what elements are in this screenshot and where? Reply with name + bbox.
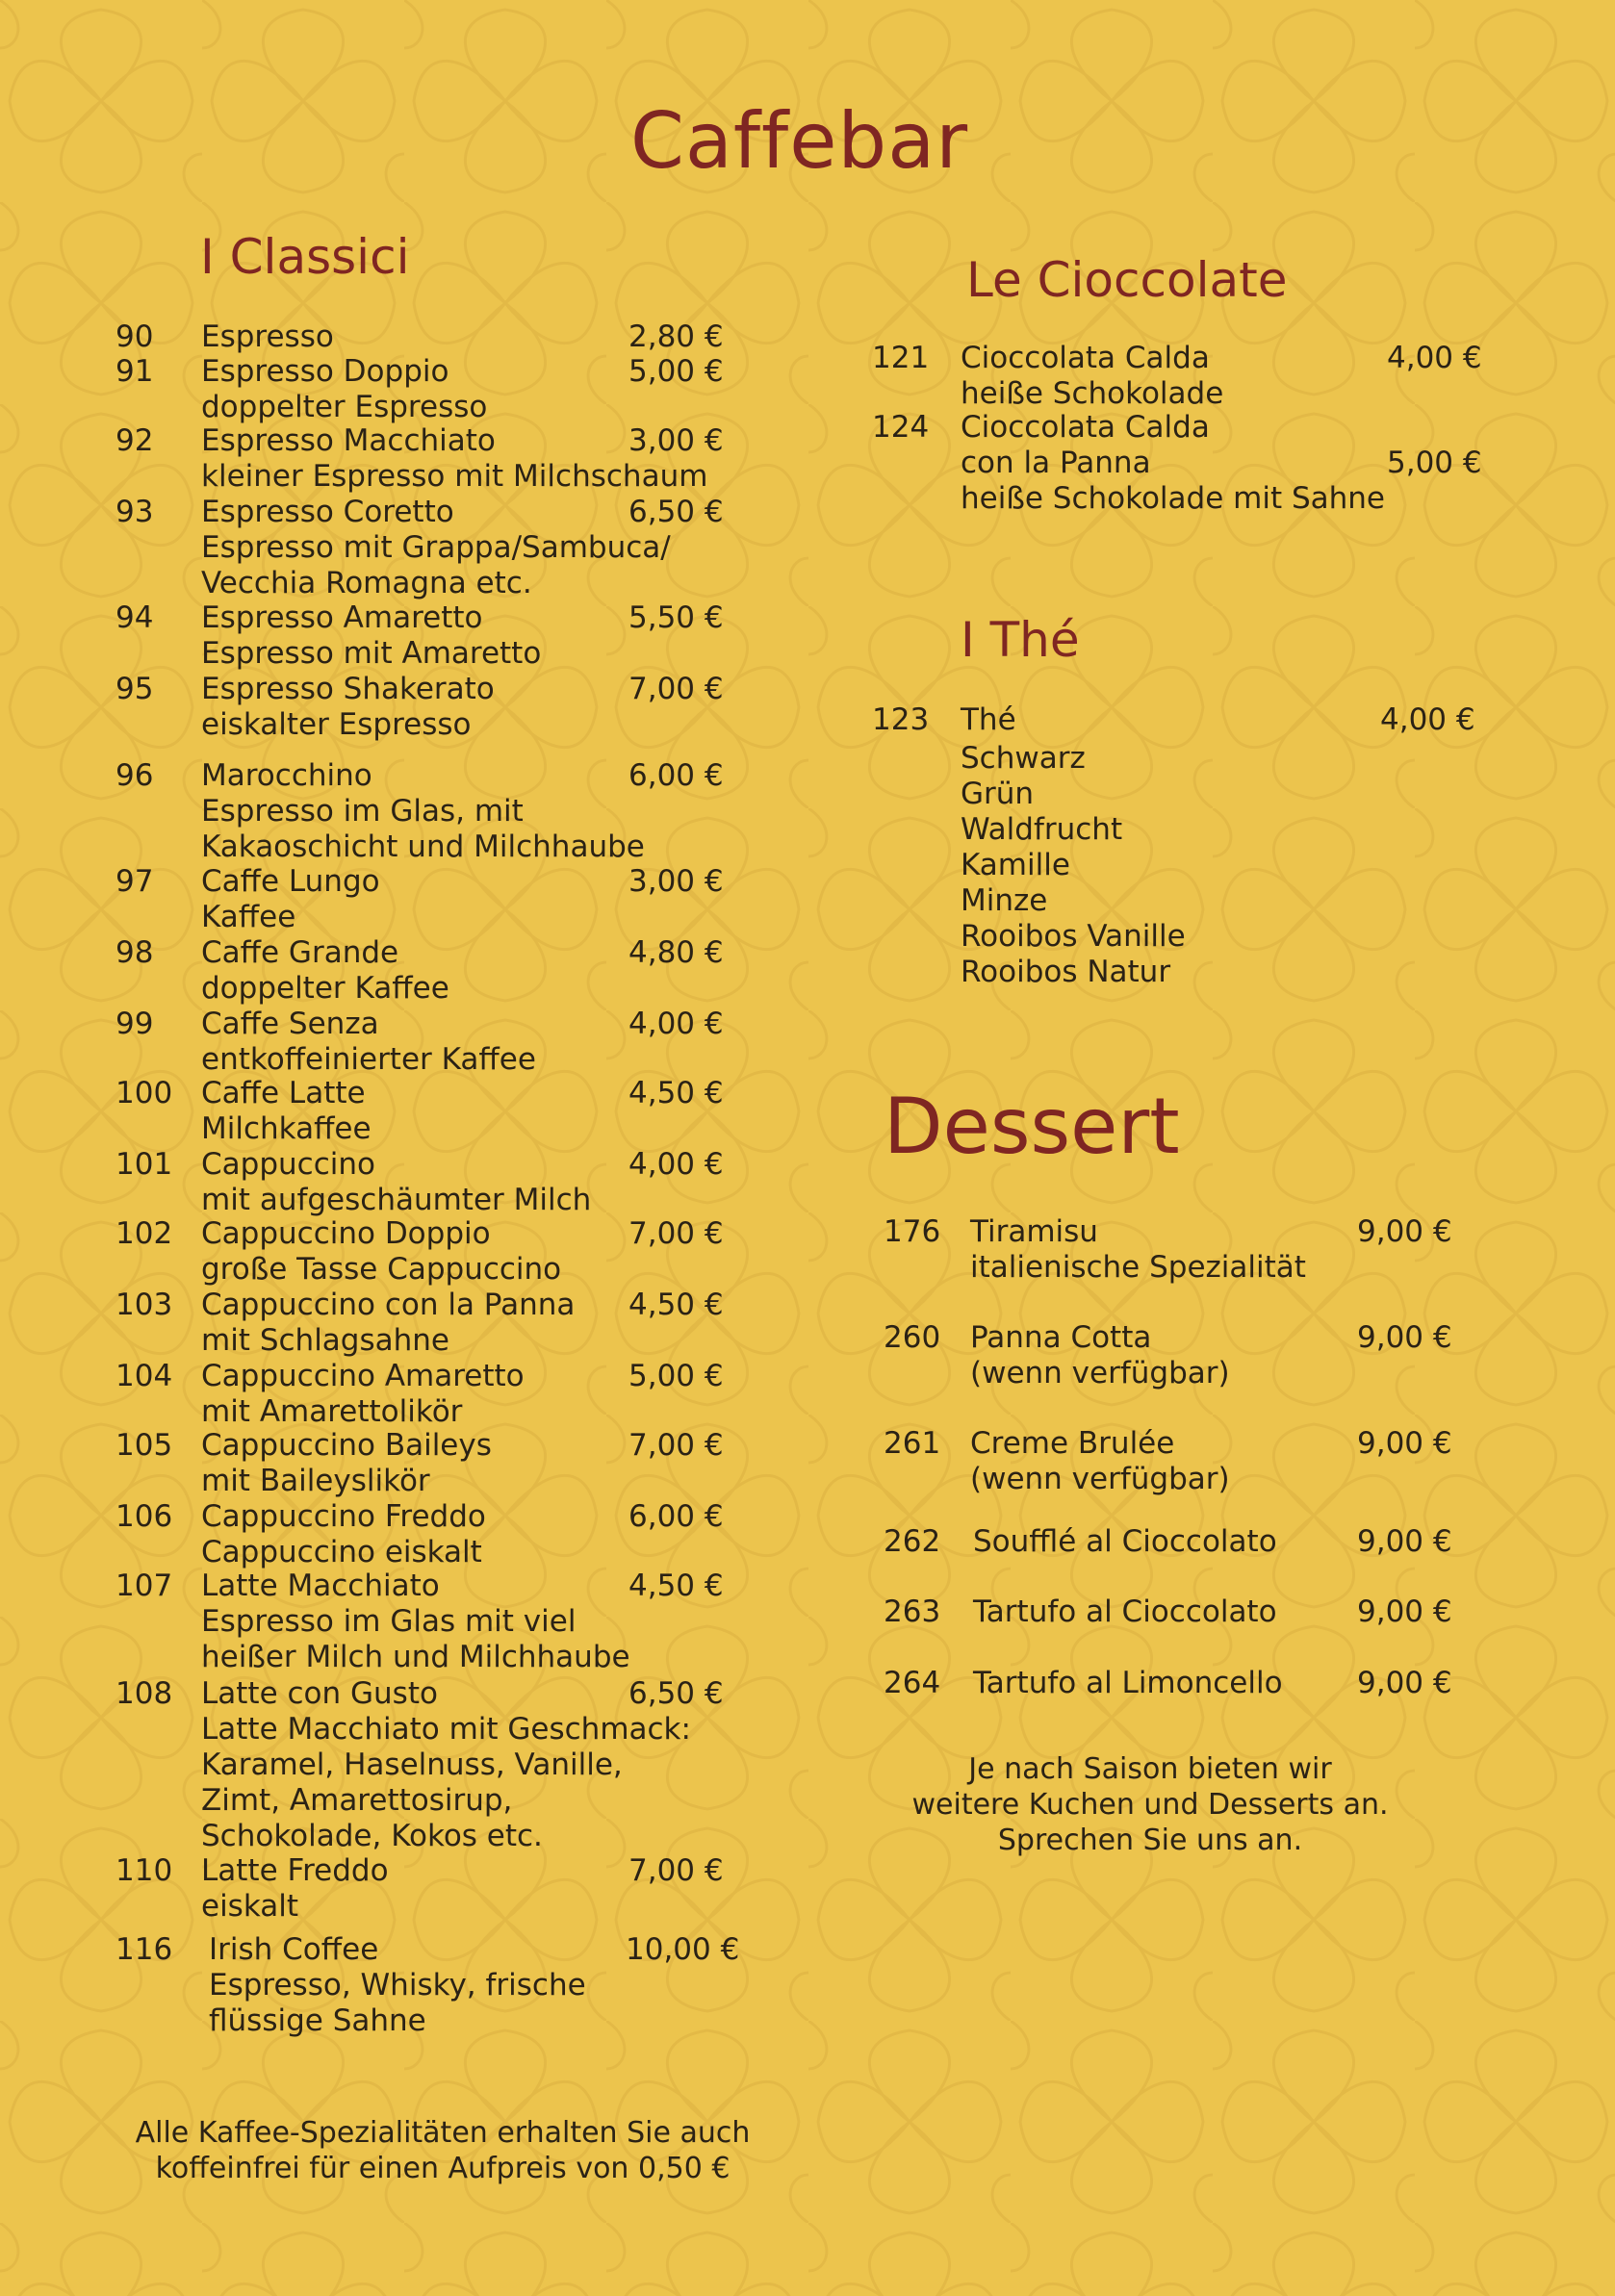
classici-item (115, 319, 731, 355)
item-name: Cioccolata Calda (961, 341, 1210, 375)
item-description: Vecchia Romagna etc. (201, 566, 532, 600)
item-price: 4,00 € (628, 1007, 724, 1041)
note-line: Sprechen Sie uns an. (997, 1824, 1303, 1857)
item-name: Cioccolata Calda (961, 410, 1210, 445)
page-title: Caffebar (630, 96, 969, 186)
item-price: 7,00 € (628, 1428, 724, 1463)
item-description: Schokolade, Kokos etc. (201, 1819, 543, 1853)
classici-item (115, 864, 731, 900)
item-number: 90 (115, 319, 154, 354)
item-price: 9,00 € (1357, 1320, 1452, 1355)
item-number: 176 (884, 1214, 941, 1249)
item-description: flüssige Sahne (209, 2003, 426, 2038)
item-price: 5,00 € (1387, 446, 1482, 480)
item-name: Marocchino (201, 758, 372, 793)
item-description: mit Amarettolikör (201, 1394, 463, 1429)
item-number: 100 (115, 1076, 173, 1110)
item-number: 106 (115, 1499, 173, 1534)
item-name: Cappuccino Baileys (201, 1428, 492, 1463)
tea-variety: Minze (961, 883, 1048, 918)
item-description: doppelter Kaffee (201, 971, 449, 1006)
item-description: Espresso im Glas, mit (201, 794, 524, 829)
item-number: 96 (115, 758, 154, 793)
item-description: heiße Schokolade mit Sahne (961, 481, 1386, 516)
item-price: 2,80 € (628, 319, 724, 354)
item-number: 93 (115, 495, 154, 529)
item-name: Cappuccino Doppio (201, 1216, 491, 1251)
classici-item (115, 935, 731, 971)
tea-variety: Rooibos Vanille (961, 919, 1186, 954)
classici-item (115, 1676, 731, 1712)
item-name: Espresso Doppio (201, 354, 449, 389)
classici-item (115, 600, 731, 636)
item-name: Tiramisu (970, 1214, 1098, 1249)
classici-item (115, 758, 731, 794)
item-price: 9,00 € (1357, 1594, 1452, 1629)
item-price: 3,00 € (628, 423, 724, 458)
item-description: mit aufgeschäumter Milch (201, 1183, 592, 1217)
item-name: Espresso Coretto (201, 495, 454, 529)
classici-item (115, 1359, 731, 1394)
item-number: 116 (115, 1932, 173, 1967)
footnote-line: koffeinfrei für einen Aufpreis von 0,50 € (155, 2152, 731, 2185)
item-number: 107 (115, 1569, 173, 1603)
classici-footnote (115, 2115, 770, 2186)
tea-variety: Waldfrucht (961, 812, 1123, 847)
item-name: Espresso (201, 319, 334, 354)
item-description: heiße Schokolade (961, 376, 1224, 411)
item-name: Tartufo al Cioccolato (973, 1594, 1277, 1629)
item-number: 95 (115, 672, 154, 706)
tea-variety: Rooibos Natur (961, 955, 1171, 989)
item-name: Cappuccino Amaretto (201, 1359, 525, 1393)
item-price: 4,50 € (628, 1076, 724, 1110)
classici-item (115, 1147, 731, 1183)
item-price: 7,00 € (628, 672, 724, 706)
item-price: 4,00 € (1387, 341, 1482, 375)
item-price: 4,00 € (628, 1147, 724, 1182)
classici-item (115, 1288, 731, 1323)
item-name: Caffe Latte (201, 1076, 366, 1110)
item-price: 9,00 € (1357, 1524, 1452, 1559)
item-number: 92 (115, 423, 154, 458)
item-name: Latte con Gusto (201, 1676, 438, 1711)
item-number: 99 (115, 1007, 154, 1041)
item-number: 101 (115, 1147, 173, 1182)
item-description: (wenn verfügbar) (970, 1462, 1230, 1496)
item-number: 264 (884, 1666, 941, 1700)
item-description: doppelter Espresso (201, 390, 488, 424)
item-name: Latte Freddo (201, 1853, 389, 1888)
dessert-heading: Dessert (884, 1082, 1180, 1171)
item-name: Espresso Shakerato (201, 672, 495, 706)
item-description: große Tasse Cappuccino (201, 1252, 562, 1287)
item-name: Espresso Amaretto (201, 600, 483, 635)
item-description: Espresso im Glas mit viel (201, 1604, 577, 1639)
classici-item (115, 354, 731, 390)
item-description: Espresso mit Grappa/Sambuca/ (201, 530, 671, 565)
classici-item (115, 423, 731, 459)
note-line: weitere Kuchen und Desserts an. (911, 1788, 1389, 1822)
item-number: 102 (115, 1216, 173, 1251)
note-line: Je nach Saison bieten wir (968, 1752, 1332, 1786)
item-name: Soufflé al Cioccolato (973, 1524, 1277, 1559)
classici-item (115, 1569, 731, 1604)
item-price: 6,50 € (628, 495, 724, 529)
item-price: 3,00 € (628, 864, 724, 899)
item-number: 121 (872, 341, 930, 375)
item-name: Caffe Senza (201, 1007, 379, 1041)
tea-variety: Schwarz (961, 741, 1086, 776)
tea-variety: Grün (961, 777, 1035, 811)
classici-item (115, 1007, 731, 1042)
item-description: (wenn verfügbar) (970, 1356, 1230, 1390)
item-number: 110 (115, 1853, 173, 1888)
item-price: 9,00 € (1357, 1426, 1452, 1461)
item-price: 9,00 € (1357, 1666, 1452, 1700)
item-description: eiskalt (201, 1889, 299, 1924)
item-description: Latte Macchiato mit Geschmack: (201, 1712, 691, 1747)
item-description: italienische Spezialität (970, 1250, 1306, 1285)
item-description: mit Baileyslikör (201, 1464, 430, 1498)
item-number: 97 (115, 864, 154, 899)
dessert-note (847, 1751, 1453, 1858)
item-number: 94 (115, 600, 154, 635)
item-description: eiskalter Espresso (201, 707, 472, 742)
item-name: Caffe Lungo (201, 864, 380, 899)
item-description: kleiner Espresso mit Milchschaum (201, 459, 708, 494)
item-number: 104 (115, 1359, 173, 1393)
item-price: 4,50 € (628, 1569, 724, 1603)
item-number: 124 (872, 410, 930, 445)
item-number: 261 (884, 1426, 941, 1461)
item-price: 5,00 € (628, 354, 724, 389)
item-number: 91 (115, 354, 154, 389)
item-price: 4,80 € (628, 935, 724, 970)
item-name: Tartufo al Limoncello (973, 1666, 1283, 1700)
item-name: Cappuccino Freddo (201, 1499, 486, 1534)
item-number: 98 (115, 935, 154, 970)
tea-variety: Kamille (961, 848, 1070, 882)
item-price: 5,00 € (628, 1359, 724, 1393)
item-price: 6,00 € (628, 758, 724, 793)
item-description: Milchkaffee (201, 1111, 372, 1146)
item-description: Espresso mit Amaretto (201, 636, 542, 671)
classici-item (115, 495, 731, 530)
item-name: Irish Coffee (209, 1932, 379, 1967)
classici-item (115, 1499, 731, 1535)
item-name: Caffe Grande (201, 935, 399, 970)
item-price: 6,50 € (628, 1676, 724, 1711)
item-number: 262 (884, 1524, 941, 1559)
classici-heading: I Classici (200, 229, 410, 285)
item-description: Cappuccino eiskalt (201, 1535, 482, 1569)
item-price: 6,00 € (628, 1499, 724, 1534)
item-description: mit Schlagsahne (201, 1323, 449, 1358)
item-name: Panna Cotta (970, 1320, 1152, 1355)
item-number: 105 (115, 1428, 173, 1463)
classici-item (115, 1932, 740, 1968)
item-description: Karamel, Haselnuss, Vanille, (201, 1748, 623, 1782)
item-price: 4,50 € (628, 1288, 724, 1322)
item-price: 7,00 € (628, 1853, 724, 1888)
item-price: 7,00 € (628, 1216, 724, 1251)
classici-item (115, 1216, 731, 1252)
item-description: Kaffee (201, 900, 296, 934)
item-name: Creme Brulée (970, 1426, 1175, 1461)
item-description: heißer Milch und Milchhaube (201, 1640, 630, 1674)
item-description: entkoffeinierter Kaffee (201, 1042, 536, 1077)
classici-item (115, 672, 731, 707)
item-number: 123 (872, 702, 930, 737)
classici-item (115, 1428, 731, 1464)
cioccolate-heading: Le Cioccolate (966, 252, 1288, 308)
item-price: 9,00 € (1357, 1214, 1452, 1249)
classici-item (115, 1076, 731, 1111)
item-price: 4,00 € (1380, 702, 1475, 737)
item-name: Cappuccino con la Panna (201, 1288, 576, 1322)
item-description: con la Panna (961, 446, 1151, 480)
item-name: Espresso Macchiato (201, 423, 496, 458)
item-name: Cappuccino (201, 1147, 375, 1182)
item-number: 108 (115, 1676, 173, 1711)
item-price: 10,00 € (626, 1932, 740, 1967)
footnote-line: Alle Kaffee-Spezialitäten erhalten Sie auch (135, 2116, 751, 2150)
item-description: Zimt, Amarettosirup, (201, 1783, 513, 1818)
item-description: Espresso, Whisky, frische (209, 1968, 586, 2003)
item-description: Kakaoschicht und Milchhaube (201, 829, 645, 864)
item-name: Thé (961, 702, 1016, 737)
item-number: 263 (884, 1594, 941, 1629)
classici-item (115, 1853, 731, 1889)
item-price: 5,50 € (628, 600, 724, 635)
item-name: Latte Macchiato (201, 1569, 440, 1603)
item-number: 103 (115, 1288, 173, 1322)
the-heading: I Thé (961, 612, 1080, 668)
item-number: 260 (884, 1320, 941, 1355)
